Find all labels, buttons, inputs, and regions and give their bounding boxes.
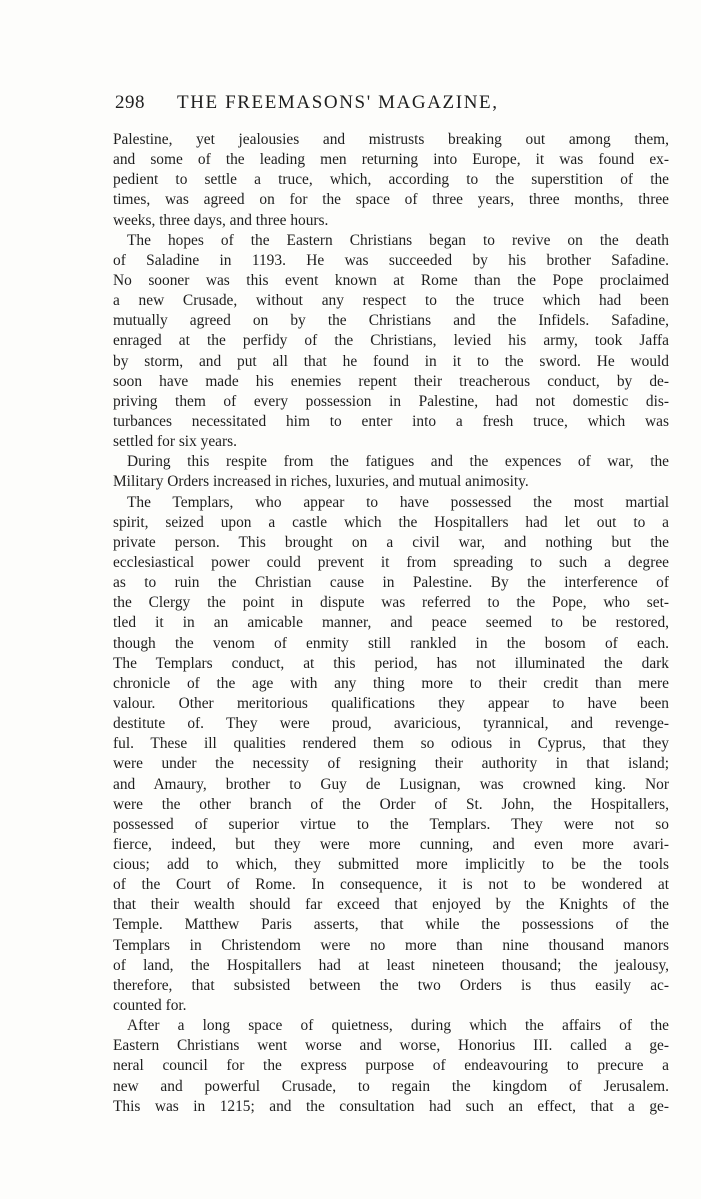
text-line: cious; add to which, they submitted more implicitly to be the tools: [113, 856, 669, 874]
text-line: new and powerful Crusade, to regain the kingdom of Jerusalem.: [113, 1077, 669, 1095]
text-line: tled it in an amicable manner, and peace seemed to be restored,: [113, 614, 669, 632]
text-line: During this respite from the fatigues and the expences of war, the: [127, 453, 669, 471]
text-line: and Amaury, brother to Guy de Lusignan, was crowned king. Nor: [113, 775, 669, 793]
text-line: Templars in Christendom were no more than nine thousand manors: [113, 936, 669, 954]
text-line: This was in 1215; and the consultation had such an effect, that a ge-: [113, 1097, 669, 1115]
text-line: possessed of superior virtue to the Templars. They were not so: [113, 815, 669, 833]
text-line: turbances necessitated him to enter into a fresh truce, which was: [113, 412, 669, 430]
text-line: were under the necessity of resigning their authority in that island;: [113, 755, 669, 773]
text-line: therefore, that subsisted between the two Orders is thus easily ac-: [113, 976, 669, 994]
text-line: of the Court of Rome. In consequence, it is not to be wondered at: [113, 876, 669, 894]
text-line: as to ruin the Christian cause in Palestine. By the interference of: [113, 574, 669, 592]
text-line: priving them of every possession in Palestine, had not domestic dis-: [113, 392, 669, 410]
text-line: chronicle of the age with any thing more to their credit than mere: [113, 674, 669, 692]
text-line: The Templars conduct, at this period, has not illuminated the dark: [113, 654, 669, 672]
text-line: weeks, three days, and three hours.: [113, 211, 329, 229]
text-line: settled for six years.: [113, 433, 237, 451]
text-line: The Templars, who appear to have possessed the most martial: [127, 493, 669, 511]
text-line: soon have made his enemies repent their treacherous conduct, by de-: [113, 372, 669, 390]
text-line: pedient to settle a truce, which, according to the superstition of the: [113, 171, 669, 189]
text-line: fierce, indeed, but they were more cunning, and even more avari-: [113, 835, 669, 853]
text-line: ecclesiastical power could prevent it from spreading to such a degree: [113, 553, 669, 571]
text-line: valour. Other meritorious qualifications they appear to have been: [113, 694, 669, 712]
text-line: of Saladine in 1193. He was succeeded by his brother Safadine.: [113, 251, 669, 269]
text-line: though the venom of enmity still rankled in the bosom of each.: [113, 634, 669, 652]
text-line: of land, the Hospitallers had at least nineteen thousand; the jealousy,: [113, 956, 669, 974]
text-line: Military Orders increased in riches, luxuries, and mutual animosity.: [113, 473, 529, 491]
text-line: and some of the leading men returning into Europe, it was found ex-: [113, 151, 669, 169]
text-line: ful. These ill qualities rendered them so odious in Cyprus, that they: [113, 735, 669, 753]
text-line: were the other branch of the Order of St. John, the Hospitallers,: [113, 795, 669, 813]
text-line: a new Crusade, without any respect to the truce which had been: [113, 292, 669, 310]
text-line: mutually agreed on by the Christians and the Infidels. Safadine,: [113, 312, 669, 330]
text-line: Palestine, yet jealousies and mistrusts breaking out among them,: [113, 131, 669, 148]
text-line: enraged at the perfidy of the Christians, levied his army, took Jaffa: [113, 332, 669, 350]
journal-title: THE FREEMASONS' MAGAZINE,: [177, 92, 499, 113]
text-line: After a long space of quietness, during which the affairs of the: [127, 1017, 669, 1035]
text-line: that their wealth should far exceed that enjoyed by the Knights of the: [113, 896, 669, 914]
text-line: counted for.: [113, 997, 187, 1015]
text-line: Eastern Christians went worse and worse, Honorius III. called a ge-: [113, 1037, 669, 1055]
text-line: spirit, seized upon a castle which the Hospitallers had let out to a: [113, 513, 669, 531]
text-line: by storm, and put all that he found in it to the sword. He would: [113, 352, 669, 370]
text-line: Temple. Matthew Paris asserts, that while the possessions of the: [113, 916, 669, 934]
running-head: [115, 92, 675, 122]
page-number: 298: [115, 92, 145, 113]
text-line: private person. This brought on a civil war, and nothing but the: [113, 533, 669, 551]
text-line: neral council for the express purpose of endeavouring to precure a: [113, 1057, 669, 1075]
text-line: times, was agreed on for the space of three years, three months, three: [113, 191, 669, 209]
text-line: No sooner was this event known at Rome than the Pope proclaimed: [113, 271, 669, 289]
text-line: The hopes of the Eastern Christians began to revive on the death: [127, 231, 669, 249]
article-body: [113, 130, 669, 1117]
text-line: the Clergy the point in dispute was referred to the Pope, who set-: [113, 594, 669, 612]
text-line: destitute of. They were proud, avaricious, tyrannical, and revenge-: [113, 715, 669, 733]
